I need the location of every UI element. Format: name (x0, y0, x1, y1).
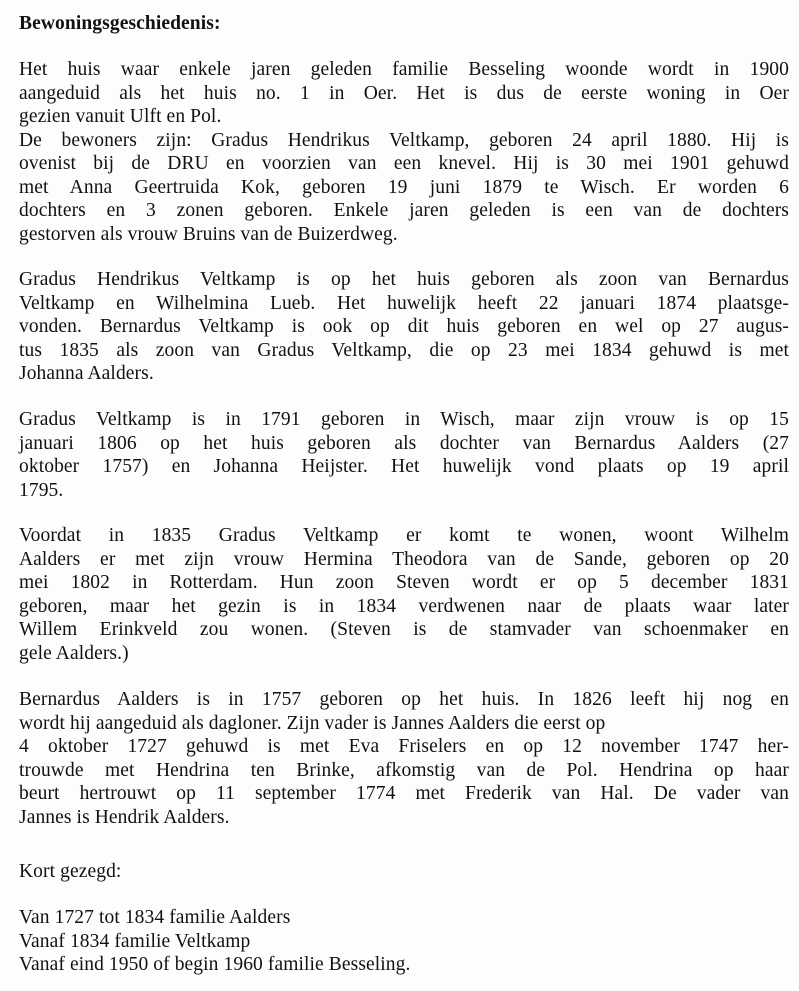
paragraph-line: Johanna Aalders. (19, 363, 154, 384)
paragraph-line: beurt hertrouwt op 11 september 1774 met Frederik van Hal. De vader van (19, 783, 789, 804)
paragraph-line: De bewoners zijn: Gradus Hendrikus Veltkamp, geboren 24 april 1880. Hij is (19, 129, 789, 151)
page-heading: Bewoningsgeschiedenis: (19, 13, 221, 34)
paragraph-line: mei 1802 in Rotterdam. Hun zoon Steven wordt er op 5 december 1831 (19, 572, 789, 593)
summary-list (19, 906, 789, 977)
paragraph-line: Gradus Veltkamp is in 1791 geboren in Wisch, maar zijn vrouw is op 15 (19, 409, 789, 430)
paragraph-line: gestorven als vrouw Bruins van de Buizerdweg. (19, 223, 398, 245)
summary-title: Kort gezegd: (19, 861, 122, 882)
summary-line: Vanaf eind 1950 of begin 1960 familie Besseling. (19, 954, 411, 975)
paragraph-line: gezien vanuit Ulft en Pol. (19, 106, 222, 127)
paragraph-line: Jannes is Hendrik Aalders. (19, 806, 230, 828)
paragraph-gradus-veltkamp (19, 408, 789, 502)
paragraph-line: gele Aalders.) (19, 642, 129, 664)
paragraph-bernardus-aalders (19, 688, 789, 829)
paragraph-household-besseling (19, 58, 789, 246)
paragraph-line: aangeduid als het huis no. 1 in Oer. Het is dus de eerste woning in Oer (19, 82, 789, 104)
summary-line: Vanaf 1834 familie Veltkamp (19, 930, 251, 952)
paragraph-line: geboren, maar het gezin is in 1834 verdwenen naar de plaats waar later (19, 595, 789, 617)
paragraph-line: met Anna Geertruida Kok, geboren 19 juni 1879 te Wisch. Er worden 6 (19, 176, 789, 198)
paragraph-line: dochters en 3 zonen geboren. Enkele jaren geleden is een van de dochters (19, 200, 789, 221)
paragraph-line: Het huis waar enkele jaren geleden familie Besseling woonde wordt in 1900 (19, 59, 789, 80)
paragraph-line: oktober 1757) en Johanna Heijster. Het huwelijk vond plaats op 19 april (19, 456, 789, 477)
paragraph-line: tus 1835 als zoon van Gradus Veltkamp, die op 23 mei 1834 gehuwd is met (19, 339, 789, 361)
paragraph-line: Gradus Hendrikus Veltkamp is op het huis geboren als zoon van Bernardus (19, 269, 789, 290)
paragraph-line: ovenist bij de DRU en voorzien van een knevel. Hij is 30 mei 1901 gehuwd (19, 153, 789, 174)
paragraph-line: 1795. (19, 479, 64, 501)
paragraph-line: Willem Erinkveld zou wonen. (Steven is de stamvader van schoenmaker en (19, 619, 789, 640)
paragraph-line: trouwde met Hendrina ten Brinke, afkomstig van de Pol. Hendrina op haar (19, 759, 789, 781)
paragraph-line: vonden. Bernardus Veltkamp is ook op dit huis geboren en wel op 27 augus- (19, 316, 789, 337)
paragraph-wilhelm-aalders (19, 524, 789, 665)
paragraph-line: Voordat in 1835 Gradus Veltkamp er komt te wonen, woont Wilhelm (19, 525, 789, 546)
paragraph-line: Bernardus Aalders is in 1757 geboren op het huis. In 1826 leeft hij nog en (19, 689, 789, 710)
paragraph-line: januari 1806 op het huis geboren als dochter van Bernardus Aalders (27 (19, 432, 789, 454)
paragraph-line: wordt hij aangeduid als dagloner. Zijn vader is Jannes Aalders die eerst op (19, 712, 606, 734)
paragraph-line: Veltkamp en Wilhelmina Lueb. Het huwelijk heeft 22 januari 1874 plaatsge- (19, 292, 789, 314)
summary-line: Van 1727 tot 1834 familie Aalders (19, 907, 291, 928)
paragraph-line: 4 oktober 1727 gehuwd is met Eva Friselers en op 12 november 1747 her- (19, 736, 789, 757)
paragraph-line: Aalders er met zijn vrouw Hermina Theodora van de Sande, geboren op 20 (19, 548, 789, 570)
paragraph-veltkamp-origins (19, 268, 789, 386)
